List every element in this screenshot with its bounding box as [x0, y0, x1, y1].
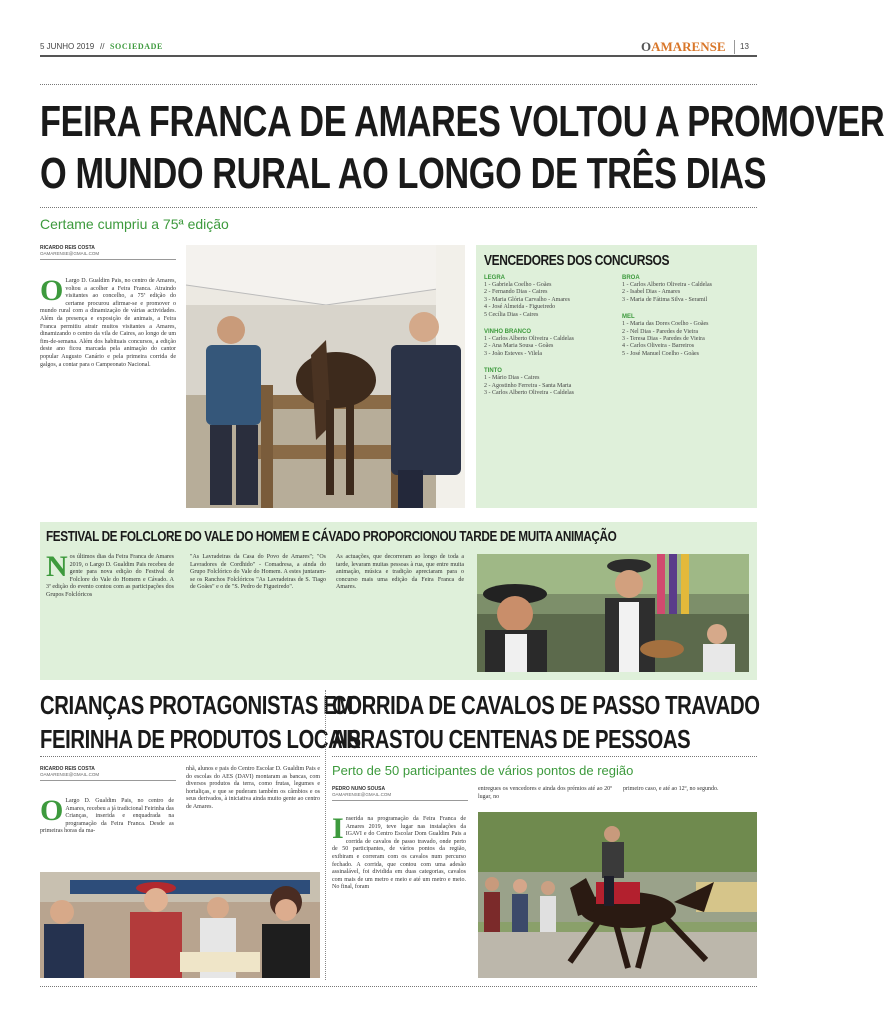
main-byline [40, 245, 176, 260]
winners-col-left [484, 271, 612, 397]
winners-item: 5 Cecília Dias - Caires [484, 311, 539, 318]
winners-item: 3 - João Esteves - Vilela [484, 350, 543, 357]
horses-headline [332, 688, 760, 756]
folklore-col1 [46, 550, 174, 672]
winners-title: VENCEDORES DOS CONCURSOS [484, 252, 670, 269]
page-header [40, 40, 757, 56]
children-dotted-rule [40, 756, 320, 757]
winners-group [622, 275, 750, 304]
folklore-box [40, 522, 757, 680]
folklore-photo [477, 554, 749, 672]
horses-byline [332, 786, 468, 801]
main-body-text: Largo D. Gualdim Pais, no centro de Amares, voltou a acolher a Feira Franca. Atraindo visitantes ao concelho, a 75ª edição do certame procurou afirmar-se e promover o mundo rural com a dinamização de várias actividades. Além da presença e exposição de animais, a Feira Franca permitiu atrair muitos visitantes a Amares, dinamizando o centro da vila de Caires, ao longo de um fim-de-semana. Além dos habituais concursos, a edição deste ano ficou marcada pela animação do cantor popular Augusto Canário e pela primeira corrida de galgos, a contar para o Campeonato Nacional. [40, 278, 176, 368]
children-author: RICARDO REIS COSTA [40, 766, 95, 772]
winners-col-right [622, 271, 750, 358]
winners-group [484, 275, 612, 319]
children-col2-text: nhã, alunos e pais do Centro Escolar D. Gualdim Pais e do escolas do AES (DAVI) montaram as bancas, com diversos produtos da terra, como frutas, legumes e hortaliças, e que se puderam também os câmbios e os seus derivados, à iniciativa ainda muito gente ao centro de Amares. [186, 766, 320, 810]
main-headline-line1: FEIRA FRANCA DE AMARES VOLTOU A PROMOVER [40, 97, 884, 146]
main-photo [186, 245, 465, 508]
main-headline-line2: O MUNDO RURAL AO LONGO DE TRÊS DIAS [40, 149, 767, 198]
main-author-email: OAMARENSE@GMAIL.COM [40, 251, 100, 256]
winners-group-title: BROA [622, 275, 640, 281]
winners-item: 4 - José Almeida - Figueiredo [484, 304, 556, 311]
main-photo-art [186, 245, 465, 508]
children-photo [40, 872, 320, 978]
horses-photo [478, 812, 757, 978]
horses-col2-text: entregues os vencedores e ainda dos prémios até ao 20º lugar, no [478, 786, 612, 800]
winners-item: 3 - Teresa Dias - Paredes de Vieira [622, 336, 705, 343]
folklore-photo-art [477, 554, 749, 672]
winners-item: 1 - Carlos Alberto Oliveira - Caldelas [622, 282, 712, 288]
children-headline-line2: FEIRINHA DE PRODUTOS LOCAIS [40, 724, 361, 754]
horses-col3-text: primeiro caso, e até ao 12º, no segundo. [623, 786, 719, 792]
winners-item: 2 - Ana Maria Sousa - Goães [484, 343, 554, 350]
winners-group [484, 329, 612, 358]
winners-item: 4 - Carlos Oliveira - Barreiros [622, 343, 695, 350]
horses-subtitle: Perto de 50 participantes de vários pontos de região [332, 763, 634, 778]
header-rule [40, 55, 757, 57]
winners-item: 2 - Fernando Dias - Caires [484, 289, 548, 296]
children-dropcap: O [40, 794, 64, 827]
folklore-dropcap: N [46, 550, 68, 583]
children-headline-line1: CRIANÇAS PROTAGONISTAS EM [40, 690, 353, 720]
children-col2 [186, 766, 320, 866]
horses-col1-text: nserida na programação da Feira Franca de Amares 2019, teve lugar nas instalações da IGAVI e do Centro Escolar Dom Gualdim Pais a corrida de cavalos de passo travado, onde perto de 50 participantes, de vários pontos da região, exibiram e correram com os cavalos num percurso fechado. A corrida, que contou com uma adesão assinalável, foi dividida em duas categorias, cavalos com mais de um metro e meio e até um metro e meio. No final, foram [332, 816, 466, 891]
children-headline [40, 688, 361, 756]
horses-author-email: OAMARENSE@GMAIL.COM [332, 792, 392, 797]
main-dropcap: O [40, 274, 64, 307]
header-date: 5 JUNHO 2019 [40, 42, 95, 51]
folklore-col3 [336, 554, 464, 672]
children-col1-text: Largo D. Gualdim Pais, no centro de Amares, recebeu a já tradicional Feirinha das Crianças, inserida e enquadrada na programação da Feira Franca. Desde as primeiras horas da ma- [40, 798, 174, 835]
header-divider [734, 40, 735, 54]
horses-col1 [332, 812, 466, 976]
horses-dotted-rule [332, 756, 757, 757]
winners-item: 1 - Mário Dias - Caires [484, 375, 540, 382]
children-photo-art [40, 872, 320, 978]
winners-item: 3 - Maria de Fátima Silva - Seramil [622, 296, 708, 303]
main-headline [40, 96, 884, 200]
brand-prefix: O [641, 39, 652, 54]
brand-logo [641, 39, 726, 55]
header-section: SOCIEDADE [110, 42, 163, 51]
main-author: RICARDO REIS COSTA [40, 245, 95, 251]
winners-group-title: LEGRA [484, 275, 505, 281]
winners-group [622, 314, 750, 358]
winners-item: 2 - Agostinho Ferreira - Santa Marta [484, 382, 572, 389]
winners-item: 3 - Maria Glória Carvalho - Amares [484, 296, 570, 303]
winners-item: 1 - Maria das Dores Coelho - Goães [622, 321, 709, 328]
footer-rule [40, 986, 757, 987]
brand-name: AMARENSE [651, 39, 726, 54]
winners-box [476, 245, 757, 508]
page-number: 13 [740, 42, 749, 51]
children-byline [40, 766, 176, 781]
folklore-headline: FESTIVAL DE FOLCLORE DO VALE DO HOMEM E CÁVADO PROPORCIONOU TARDE DE MUITA ANIMAÇÃO [46, 528, 617, 545]
main-body [40, 274, 176, 503]
winners-group-title: TINTO [484, 368, 502, 375]
winners-item: 1 - Carlos Alberto Oliveira - Caldelas [484, 336, 574, 343]
folklore-col3-text: As actuações, que decorreram ao longo de toda a tarde, levaram muitas pessoas à rua, que entre muita animação, música e tradição apreciaram para o concurso mais uma edição da Feira Franca de Amares. [336, 554, 464, 591]
horses-col2 [478, 786, 612, 806]
header-dotted-rule [40, 84, 757, 85]
winners-item: 5 - José Manuel Coelho - Goães [622, 350, 699, 357]
horses-headline-line1: CORRIDA DE CAVALOS DE PASSO TRAVADO [332, 690, 760, 720]
horses-dropcap: I [332, 812, 344, 845]
winners-group-title: MEL [622, 314, 635, 321]
winners-item: 1 - Gabriela Coelho - Goães [484, 282, 552, 288]
children-col1 [40, 794, 174, 866]
headline-dotted-rule [40, 207, 757, 208]
folklore-col2-text: "As Lavradeiras da Casa do Povo de Amares"; "Os Lavradores de Cordhido" - Comadresa, a ainda do Grupo Folclórico do Vale do Homem. A estes juntaram-se os Ranchos Folclóricos "As Lavradeiras de S. Tiago de Goães" e o de "S. Pedro de Figueiredo". [190, 554, 326, 591]
horses-author: PEDRO NUNO SOUSA [332, 786, 386, 792]
horses-col3 [623, 786, 757, 806]
header-separator: // [100, 42, 105, 51]
main-subtitle: Certame cumpriu a 75ª edição [40, 216, 229, 232]
winners-item: 2 - Nel Dias - Paredes de Vieira [622, 328, 699, 335]
column-divider [325, 690, 326, 980]
winners-item: 3 - Carlos Alberto Oliveira - Caldelas [484, 390, 574, 397]
folklore-col1-text: os últimos dias da Feira Franca de Amares 2019, o Largo D. Gualdim Pais recebeu de gente para nova edição do Festival de Folclore do Vale do Homem e Cávado. A 3ª edição do evento contou com as participações dos Grupos Folclóricos [46, 554, 174, 598]
winners-group-title: VINHO BRANCO [484, 329, 532, 336]
horses-headline-line2: ARRASTOU CENTENAS DE PESSOAS [332, 724, 691, 754]
children-author-email: OAMARENSE@GMAIL.COM [40, 772, 100, 777]
winners-item: 2 - Isabel Dias - Amares [622, 289, 681, 296]
horses-photo-art [478, 812, 757, 978]
folklore-col2 [190, 554, 326, 672]
winners-group [484, 368, 612, 397]
